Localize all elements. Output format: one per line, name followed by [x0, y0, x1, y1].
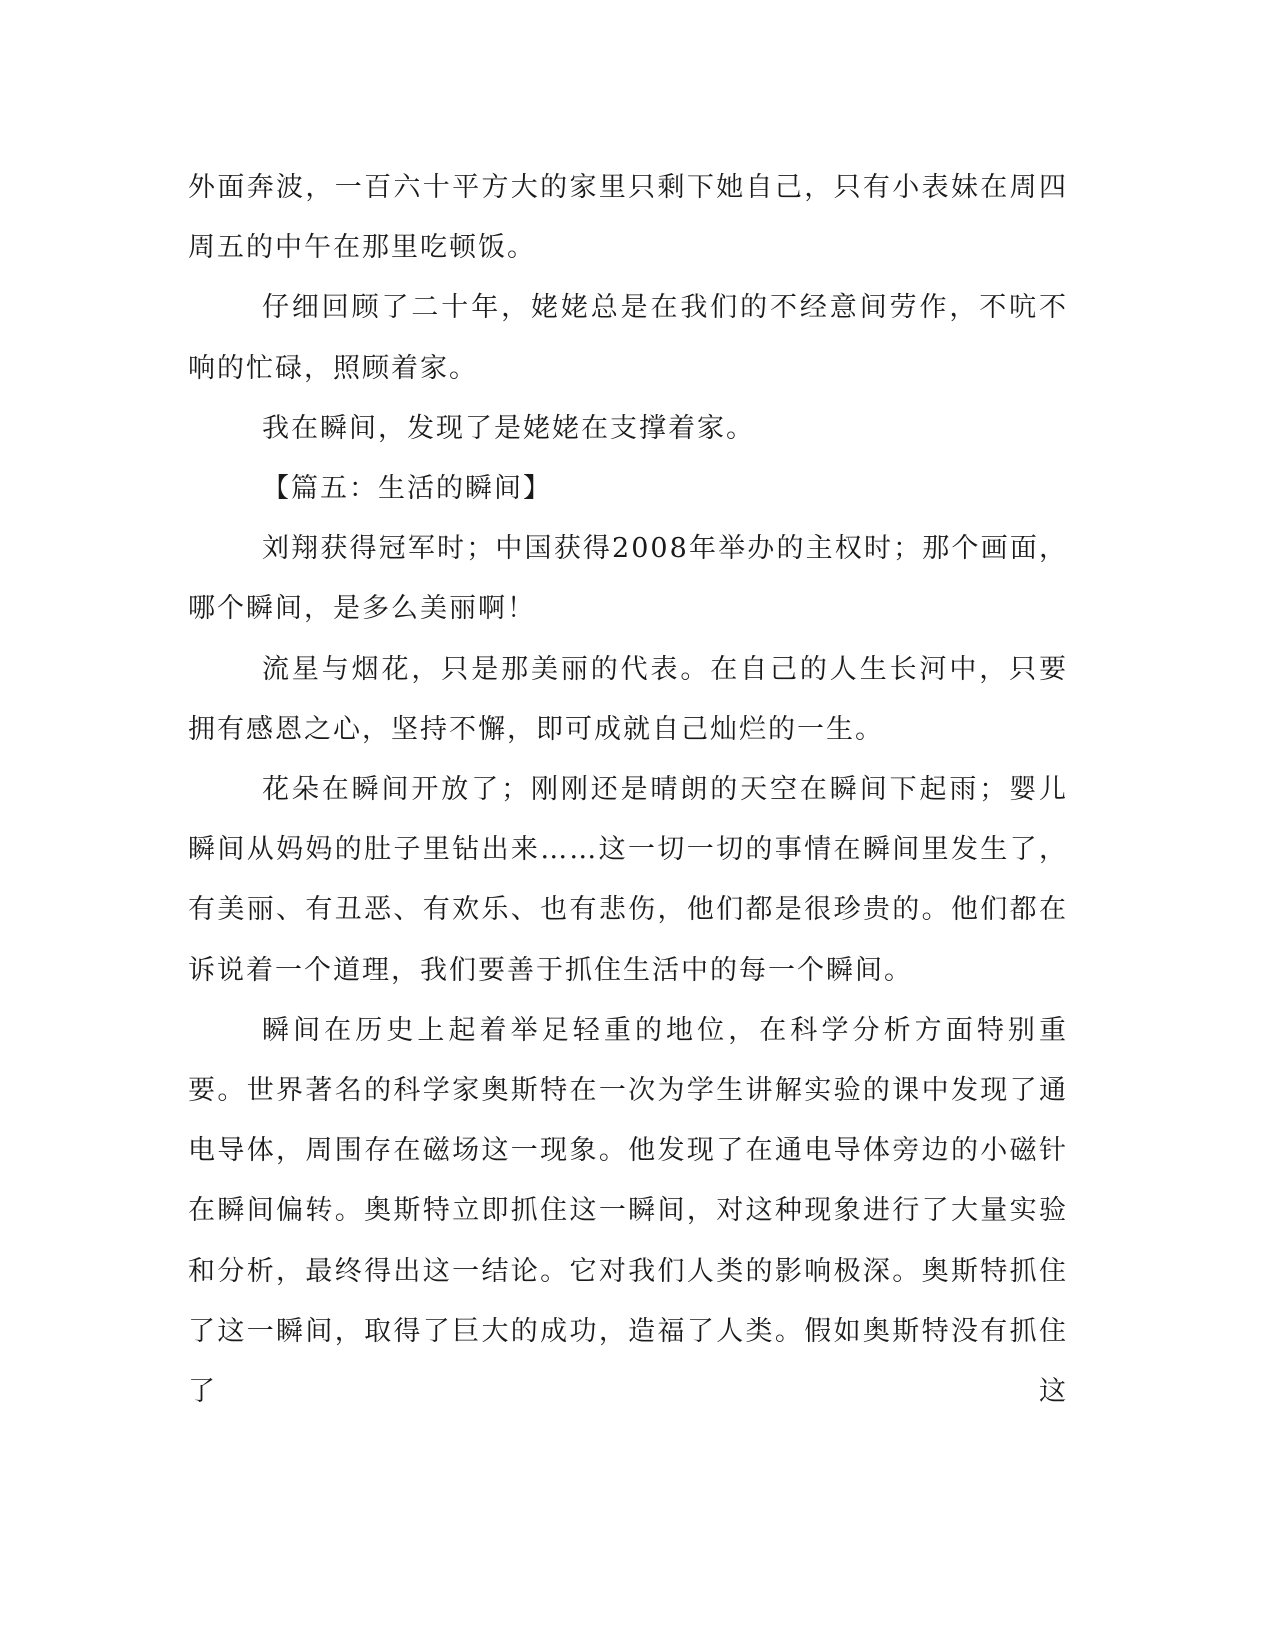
section-heading: 【篇五：生活的瞬间】: [262, 473, 552, 505]
paragraph-continuation: 外面奔波，一百六十平方大的家里只剩下她自己，只有小表妹在周四周五的中午在那里吃顿饭。: [188, 172, 1068, 264]
paragraph-flowers: 花朵在瞬间开放了；刚刚还是晴朗的天空在瞬间下起雨；婴儿瞬间从妈妈的肚子里钻出来……这一切一切的事情在瞬间里发生了，有美丽、有丑恶、有欢乐、也有悲伤，他们都是很珍贵的。他们都在诉说着一个道理，我们要善于抓住生活中的每一个瞬间。: [188, 774, 1068, 986]
paragraph-grandma-work: 仔细回顾了二十年，姥姥总是在我们的不经意间劳作，不吭不响的忙碌，照顾着家。: [188, 292, 1068, 384]
document-body: [188, 158, 1068, 1422]
paragraph-grandma-support: 我在瞬间，发现了是姥姥在支撑着家。: [262, 412, 755, 444]
paragraph-meteor: 流星与烟花，只是那美丽的代表。在自己的人生长河中，只要拥有感恩之心，坚持不懈，即可成就自己灿烂的一生。: [188, 653, 1068, 745]
paragraph-liuxiang: 刘翔获得冠军时；中国获得2008年举办的主权时；那个画面，哪个瞬间，是多么美丽啊！: [188, 533, 1068, 625]
paragraph-oersted: 瞬间在历史上起着举足轻重的地位，在科学分析方面特别重要。世界著名的科学家奥斯特在一次为学生讲解实验的课中发现了通电导体，周围存在磁场这一现象。他发现了在通电导体旁边的小磁针在瞬间偏转。奥斯特立即抓住这一瞬间，对这种现象进行了大量实验和分析，最终得出这一结论。它对我们人类的影响极深。奥斯特抓住了这一瞬间，取得了巨大的成功，造福了人类。假如奥斯特没有抓住了这: [188, 1014, 1068, 1408]
